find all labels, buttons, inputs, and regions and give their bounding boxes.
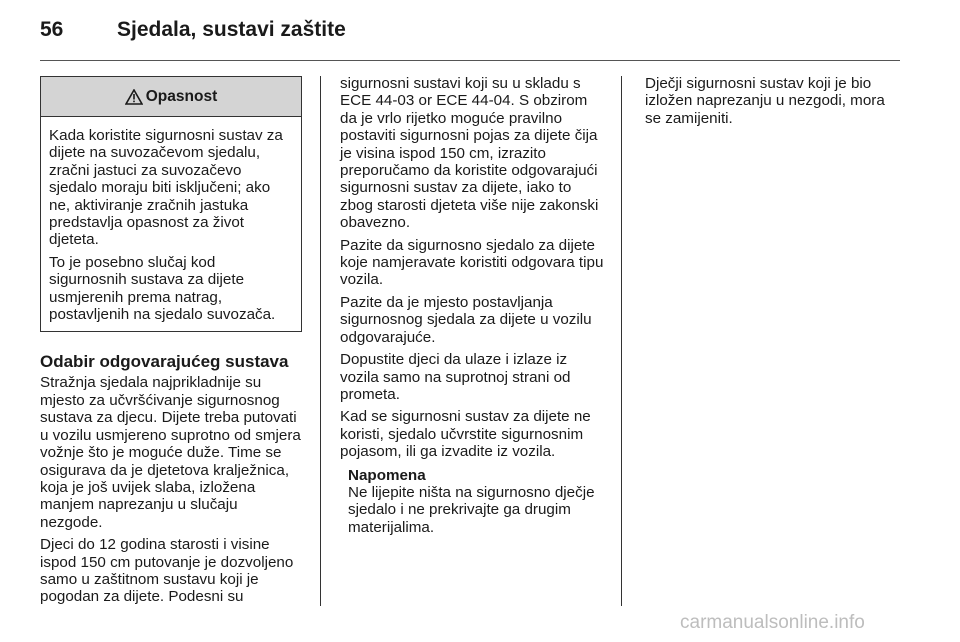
header-divider (40, 60, 900, 61)
column-1 (40, 76, 302, 611)
watermark: carmanualsonline.info (680, 612, 865, 633)
section-heading: Odabir odgovarajućeg sustava (40, 352, 289, 372)
note-text: Ne lijepite ništa na sigurnosno dječje sjedalo i ne prekrivajte ga drugim materijalima. (348, 483, 595, 536)
body-paragraph: Dječji sigurnosni sustav koji je bio izložen naprezanju u nezgodi, mora se zamijeniti. (645, 75, 885, 127)
warning-body (41, 117, 301, 331)
body-paragraph: sigurnosni sustavi koji su u skladu s ECE 44-03 or ECE 44-04. S obzirom da je vrlo rijetko moguće pravilno postaviti sigurnosni pojas za dijete čija je visina ispod 150 cm, izrazito preporučamo da koristite odgovarajući sigurnosni sustav za dijete, iako to zbog starosti djeteta više nije zakonski obavezno. (340, 75, 599, 232)
warning-paragraph: To je posebno slučaj kod sigurnosnih sustava za dijete usmjerenih prema natrag, postavljenih na sjedalo suvozača. (49, 253, 276, 324)
body-paragraph: Stražnja sjedala najprikladnije su mjesto za učvršćivanje sigurnosnog sustava za djecu. Dijete treba putovati u vozilu usmjereno suprotno od smjera vožnje što je moguće duže. Time se osigurava da je djetetova kralježnica, koja je još uvijek slaba, izložena manjem naprezanju u slučaju nezgode. (40, 374, 301, 531)
warning-header (41, 77, 301, 117)
warning-box (40, 76, 302, 332)
warning-paragraph: Kada koristite sigurnosni sustav za dijete na suvozačevom sjedalu, zračni jastuci za suvozačevo sjedalo moraju biti isključeni; ako ne, aktiviranje zračnih jastuka predstavlja opasnost za život djeteta. (49, 127, 283, 249)
column-3 (645, 75, 903, 132)
body-paragraph: Pazite da je mjesto postavljanja sigurnosnog sjedala za dijete u vozilu odgovarajuće. (340, 293, 592, 346)
body-paragraph: Dopustite djeci da ulaze i izlaze iz vozila samo na suprotnoj strani od prometa. (340, 351, 571, 403)
warning-title: Opasnost (145, 87, 218, 105)
note-block (340, 467, 604, 537)
column-divider-1 (320, 76, 321, 606)
column-divider-2 (621, 76, 622, 606)
body-paragraph: Djeci do 12 godina starosti i visine ispod 150 cm putovanje je dozvoljeno samo u zaštitnom sustavu koji je pogodan za dijete. Podesni su (40, 536, 294, 606)
warning-triangle-icon (125, 89, 143, 105)
column-2 (340, 75, 604, 536)
section-title: Sjedala, sustavi zaštite (117, 18, 346, 41)
body-paragraph: Pazite da sigurnosno sjedalo za dijete koje namjeravate koristiti odgovara tipu vozila. (340, 236, 604, 289)
body-paragraph: Kad se sigurnosni sustav za dijete ne koristi, sjedalo učvrstite sigurnosnim pojasom, ili ga izvadite iz vozila. (340, 408, 591, 461)
page-number: 56 (40, 18, 64, 41)
note-title: Napomena (348, 466, 426, 484)
